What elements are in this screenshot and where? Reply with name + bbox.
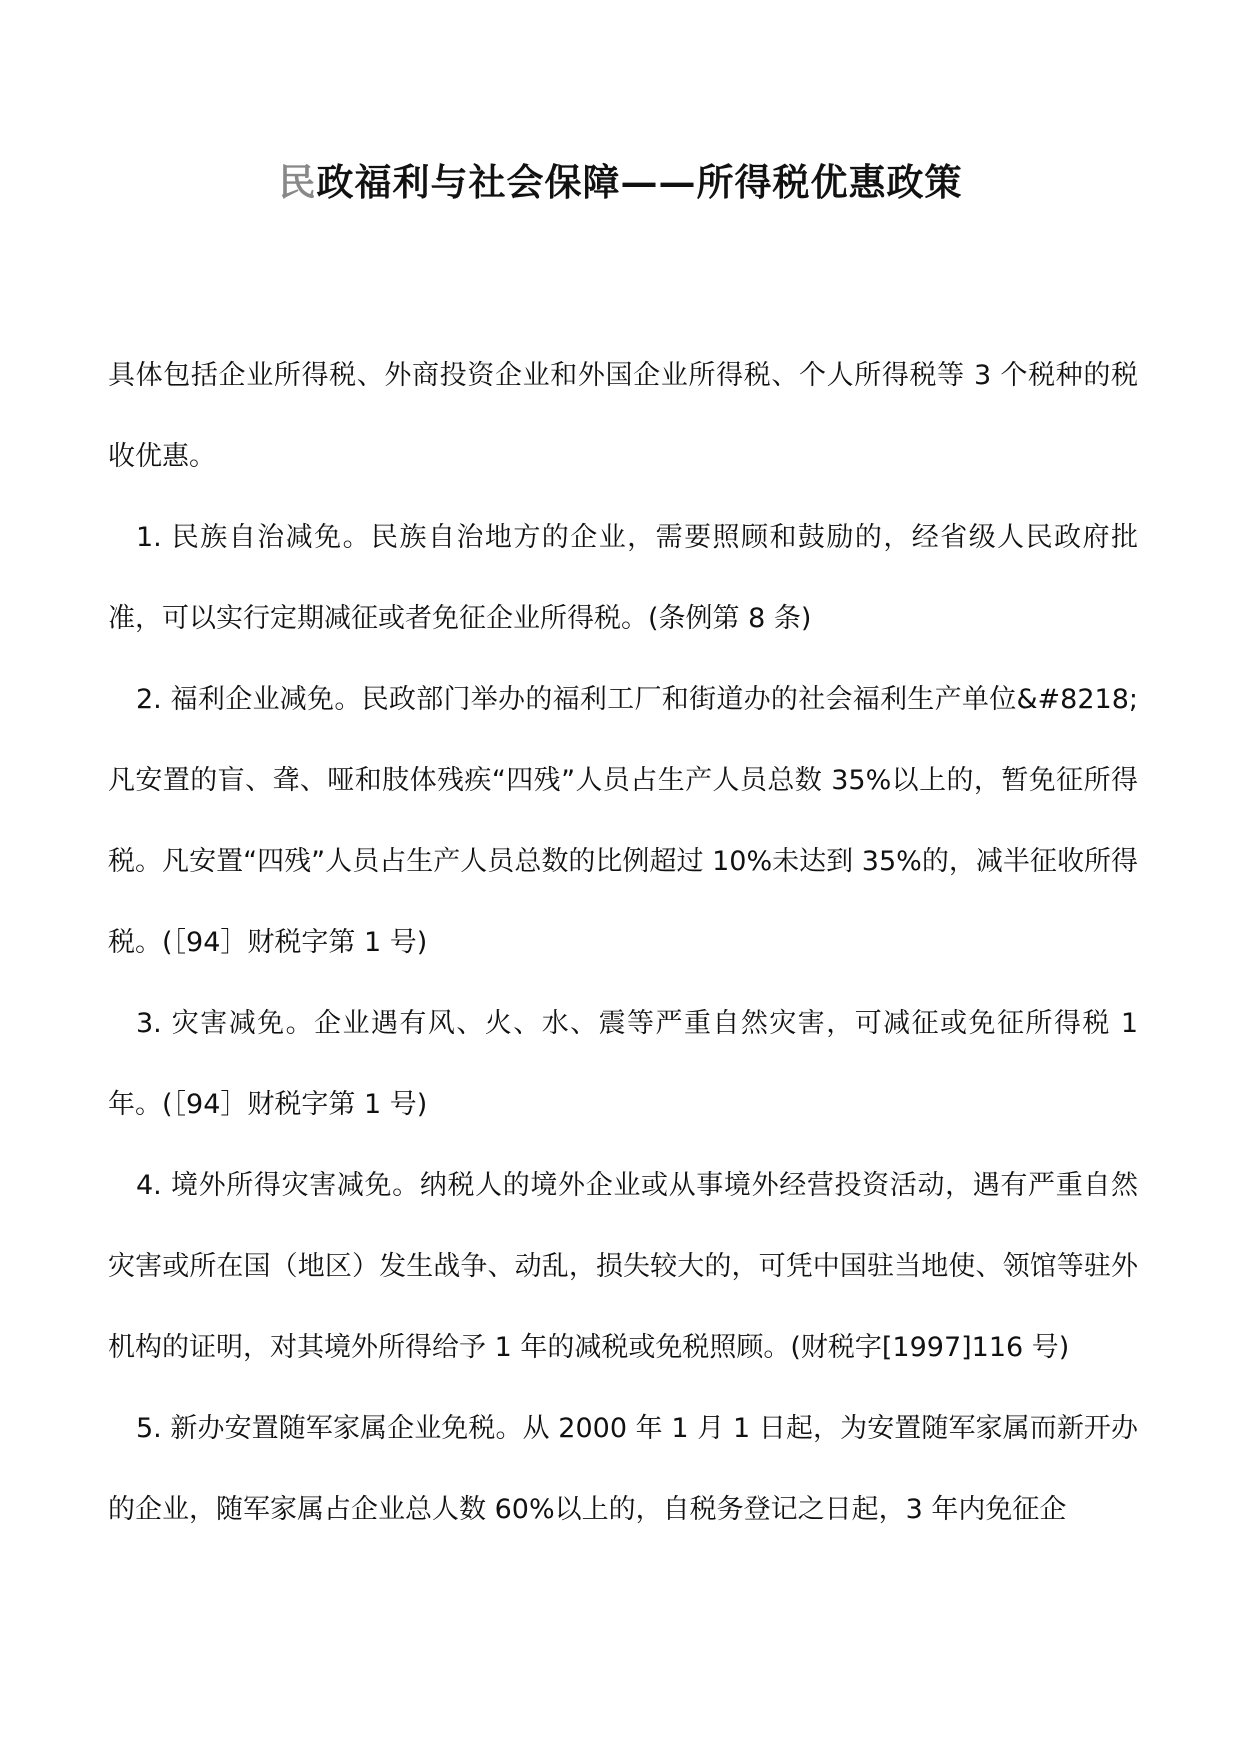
- item-paragraph-1: 1. 民族自治减免。民族自治地方的企业，需要照顾和鼓励的，经省级人民政府批准，可以实行定期减征或者免征企业所得税。(条例第 8 条): [108, 522, 1138, 634]
- document-title: [0, 152, 1241, 212]
- item-paragraph-5: 5. 新办安置随军家属企业免税。从 2000 年 1 月 1 日起，为安置随军家属而新开办的企业，随军家属占企业总人数 60%以上的，自税务登记之日起，3 年内免征企: [108, 1413, 1138, 1525]
- intro-paragraph: 具体包括企业所得税、外商投资企业和外国企业所得税、个人所得税等 3 个税种的税收优惠。: [108, 360, 1138, 472]
- item-paragraph-2: 2. 福利企业减免。民政部门举办的福利工厂和街道办的社会福利生产单位&#8218; 凡安置的盲、聋、哑和肢体残疾“四残”人员占生产人员总数 35%以上的，暂免征所得税。凡安置“四残”人员占生产人员总数的比例超过 10%未达到 35%的，减半征收所得税。(［94］财税字第 1 号): [108, 684, 1138, 958]
- title-text: 政福利与社会保障——所得税优惠政策: [316, 160, 963, 204]
- document-body: [108, 335, 1138, 1550]
- title-first-char: 民: [278, 160, 317, 204]
- item-paragraph-3: 3. 灾害减免。企业遇有风、火、水、震等严重自然灾害，可减征或免征所得税 1 年。(［94］财税字第 1 号): [108, 1008, 1138, 1120]
- item-paragraph-4: 4. 境外所得灾害减免。纳税人的境外企业或从事境外经营投资活动，遇有严重自然灾害或所在国（地区）发生战争、动乱，损失较大的，可凭中国驻当地使、领馆等驻外机构的证明，对其境外所得给予 1 年的减税或免税照顾。(财税字[1997]116 号): [108, 1170, 1138, 1363]
